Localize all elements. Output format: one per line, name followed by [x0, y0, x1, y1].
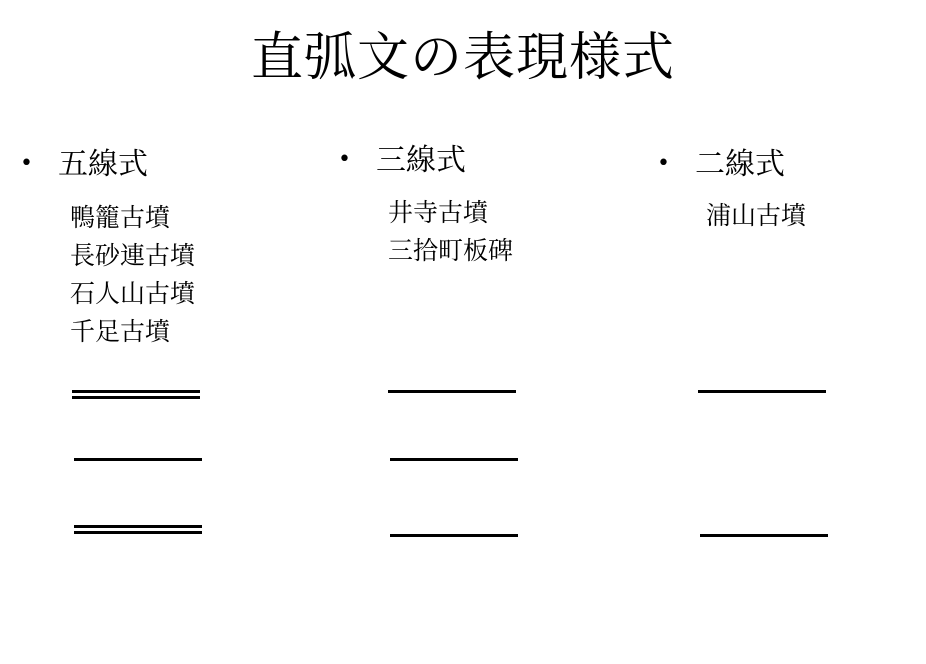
- bullet-icon: •: [338, 147, 351, 172]
- site-name: 浦山古墳: [706, 201, 807, 230]
- bullet-icon: •: [657, 151, 670, 176]
- site-name: 三拾町板碑: [388, 236, 514, 265]
- single-line-bottom: [700, 534, 828, 537]
- column-heading-five-line: [20, 146, 148, 183]
- double-line-bottom: [74, 525, 202, 534]
- single-line-top: [698, 390, 826, 393]
- site-name: 千足古墳: [70, 317, 171, 346]
- site-name: 井寺古墳: [388, 198, 489, 227]
- slide-title: 直弧文の表現様式: [250, 28, 675, 88]
- column-heading-two-line: [657, 146, 785, 183]
- site-name: 石人山古墳: [70, 279, 196, 308]
- heading-label: 五線式: [58, 147, 148, 182]
- site-list: [70, 199, 195, 351]
- heading-label: 三線式: [376, 143, 466, 178]
- single-line-bottom: [390, 534, 518, 537]
- site-list: [706, 197, 806, 235]
- heading-label: 二線式: [695, 147, 785, 182]
- bullet-icon: •: [20, 151, 33, 176]
- single-line-top: [388, 390, 516, 393]
- site-name: 鴨籠古墳: [70, 203, 171, 232]
- site-list: [388, 194, 513, 270]
- single-line-middle: [390, 458, 518, 461]
- single-line-middle: [74, 458, 202, 461]
- site-name: 長砂連古墳: [70, 241, 196, 270]
- column-heading-three-line: [338, 142, 466, 179]
- double-line-top: [72, 390, 200, 399]
